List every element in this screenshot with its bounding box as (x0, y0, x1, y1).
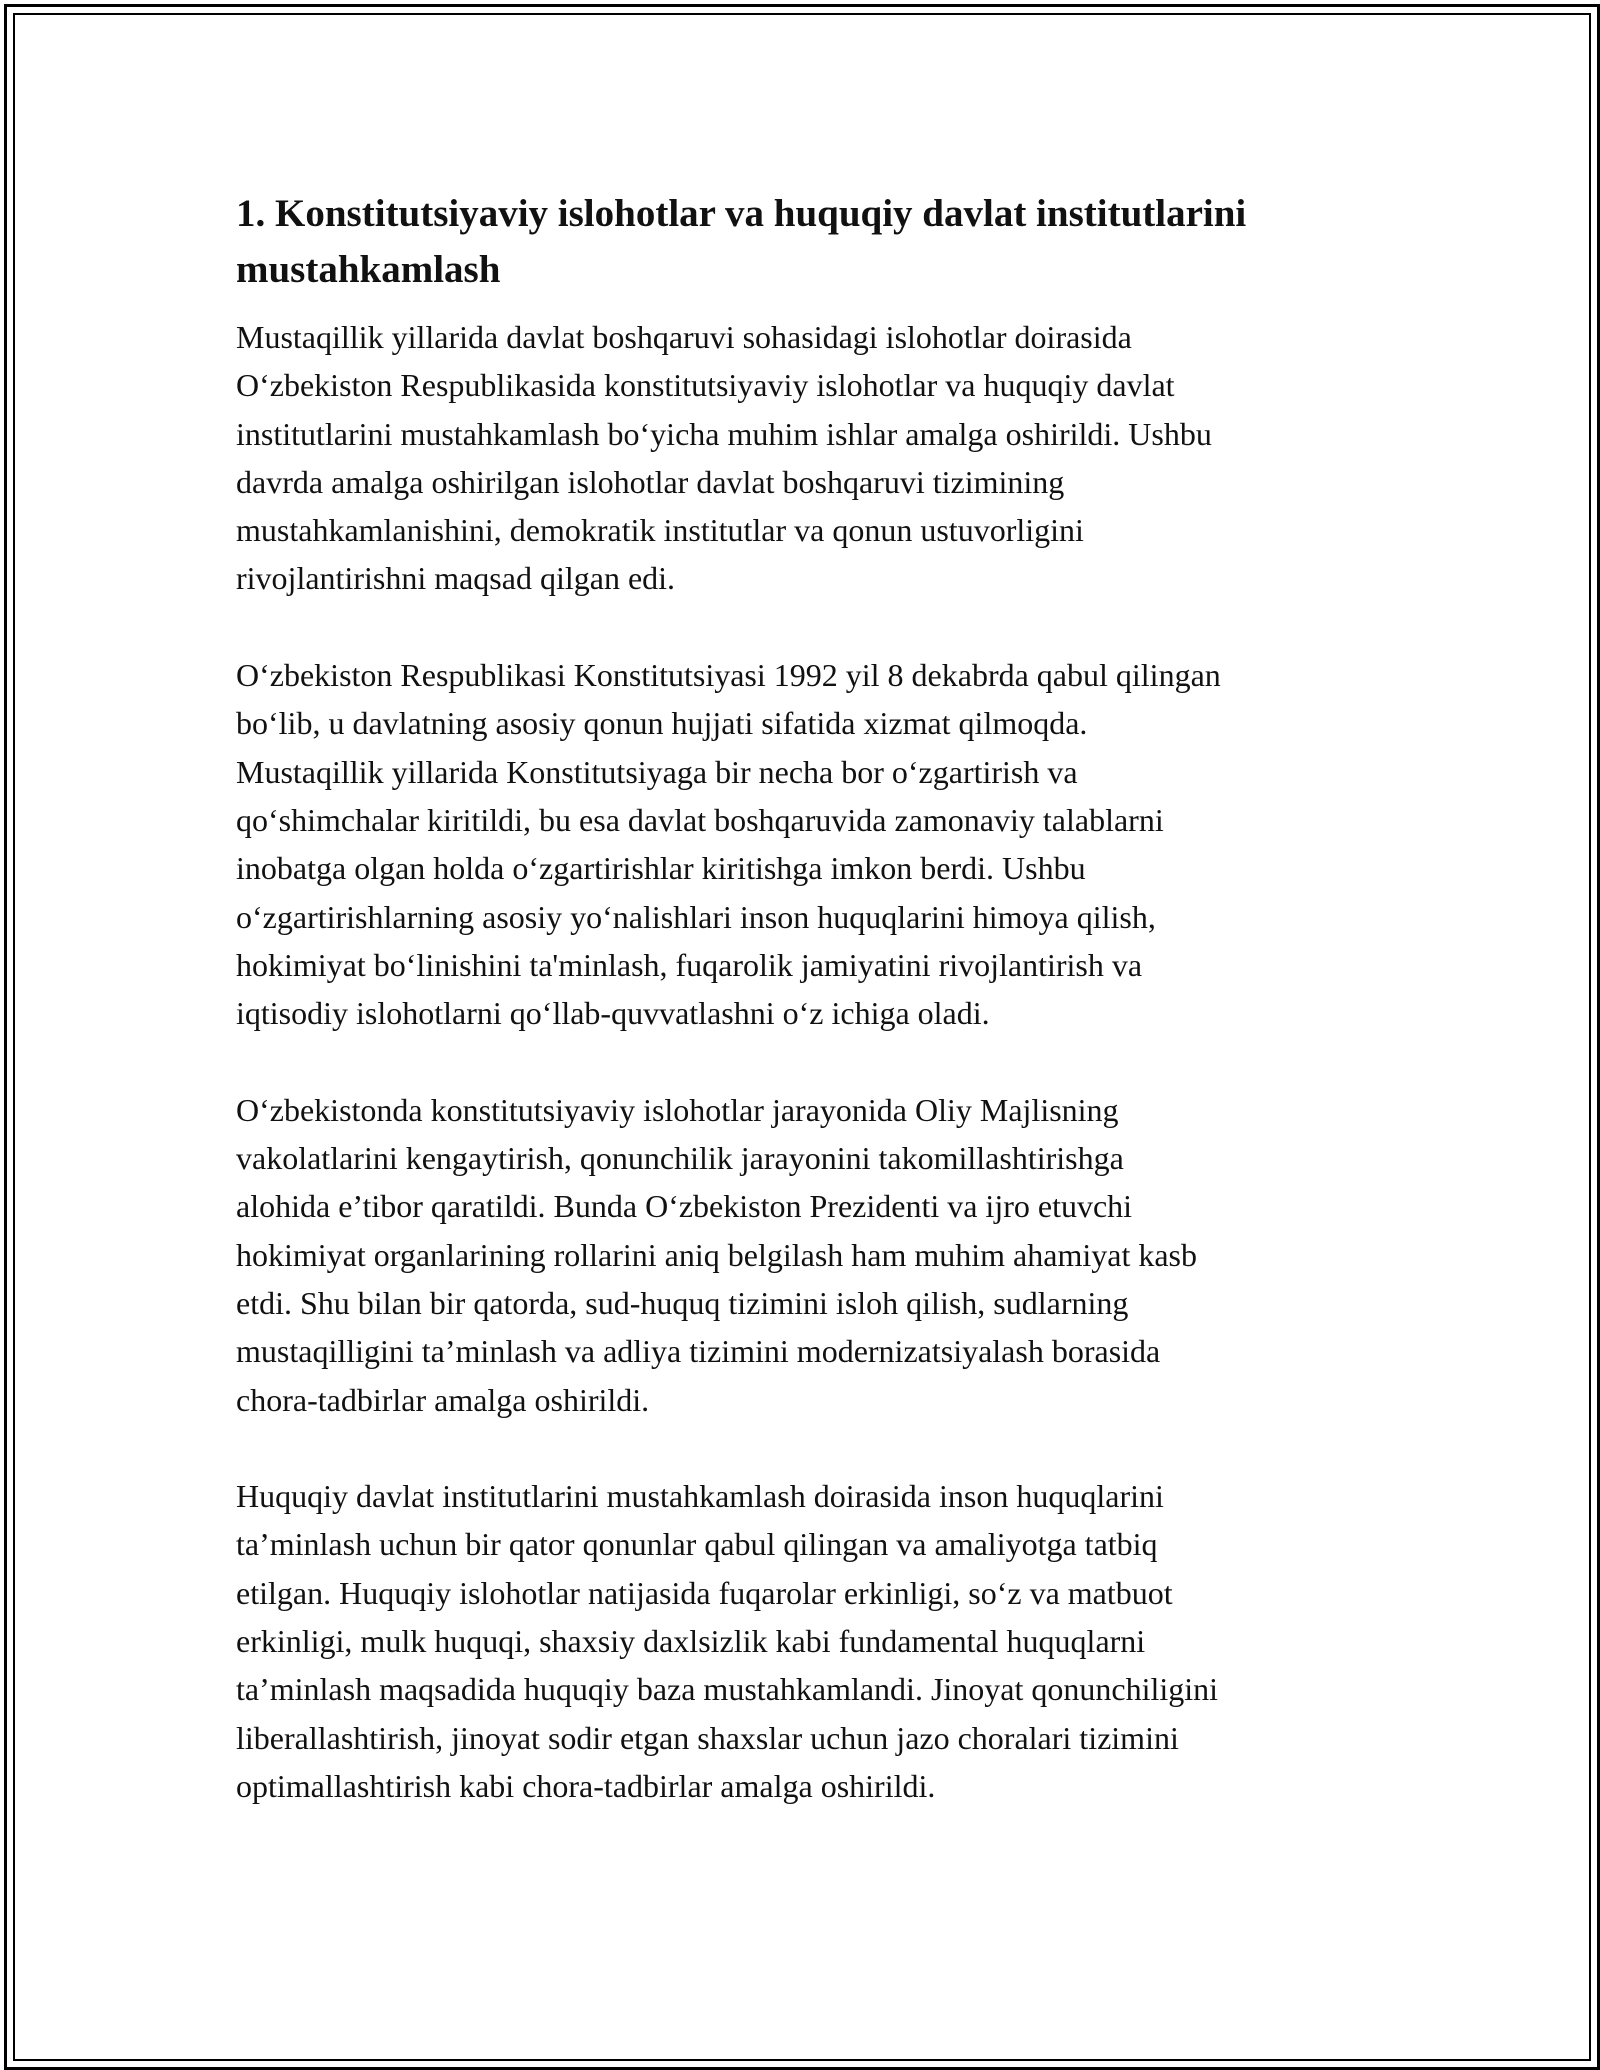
paragraph-2: O‘zbekiston Respublikasi Konstitutsiyasi 1992 yil 8 dekabrda qabul qilingan bo‘lib, u davlatning asosiy qonun hujjati sifatida xizmat qilmoqda. Mustaqillik yillarida Konstitutsiyaga bir necha bor o‘zgartirish va qo‘shimchalar kiritildi, bu esa davlat boshqaruvida zamonaviy talablarni inobatga olgan holda o‘zgartirishlar kiritishga imkon berdi. Ushbu o‘zgartirishlarning asosiy yo‘nalishlari inson huquqlarini himoya qilish, hokimiyat bo‘linishini ta'minlash, fuqarolik jamiyatini rivojlantirish va iqtisodiy islohotlarni qo‘llab-quvvatlashni o‘z ichiga oladi. (236, 657, 1221, 1032)
paragraph-1: Mustaqillik yillarida davlat boshqaruvi sohasidagi islohotlar doirasida O‘zbekiston Respublikasida konstitutsiyaviy islohotlar va huquqiy davlat institutlarini mustahkamlash bo‘yicha muhim ishlar amalga oshirildi. Ushbu davrda amalga oshirilgan islohotlar davlat boshqaruvi tizimining mustahkamlanishini, demokratik institutlar va qonun ustuvorligini rivojlantirishni maqsad qilgan edi. (236, 319, 1212, 597)
paragraph-4: Huquqiy davlat institutlarini mustahkamlash doirasida inson huquqlarini ta’minlash uchun bir qator qonunlar qabul qilingan va amaliyotga tatbiq etilgan. Huquqiy islohotlar natijasida fuqarolar erkinligi, so‘z va matbuot erkinligi, mulk huquqi, shaxsiy daxlsizlik kabi fundamental huquqlarni ta’minlash maqsadida huquqiy baza mustahkamlandi. Jinoyat qonunchiligini liberallashtirish, jinoyat sodir etgan shaxslar uchun jazo choralari tizimini optimallashtirish kabi chora-tadbirlar amalga oshirildi. (236, 1478, 1219, 1804)
paragraph-3: O‘zbekistonda konstitutsiyaviy islohotlar jarayonida Oliy Majlisning vakolatlarini kengaytirish, qonunchilik jarayonini takomillashtirishga alohida e’tibor qaratildi. Bunda O‘zbekiston Prezidenti va ijro etuvchi hokimiyat organlarining rollarini aniq belgilash ham muhim ahamiyat kasb etdi. Shu bilan bir qatorda, sud-huquq tizimini isloh qilish, sudlarning mustaqilligini ta’minlash va adliya tizimini modernizatsiyalash borasida chora-tadbirlar amalga oshirildi. (236, 1091, 1197, 1418)
document-body (236, 186, 1371, 1859)
section-heading: 1. Konstitutsiyaviy islohotlar va huquqiy davlat institutlarini mustahkamlash (236, 192, 1247, 291)
